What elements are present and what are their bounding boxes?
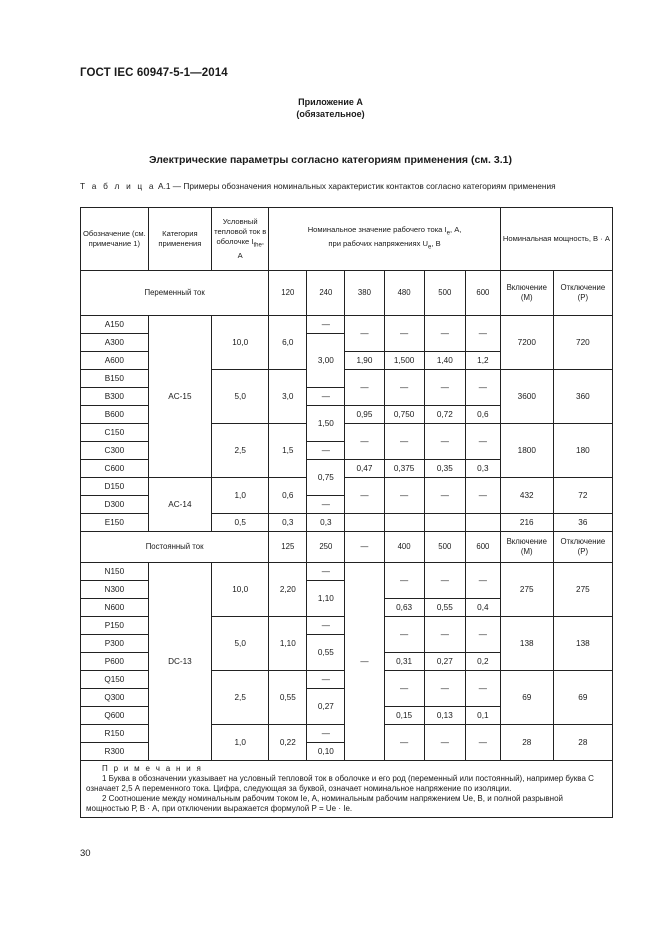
break-cell: 138 (553, 617, 612, 671)
ac-voltage: 480 (384, 271, 424, 316)
value-cell: 0,3 (269, 514, 307, 532)
designation-cell: Q300 (81, 689, 149, 707)
value-cell: 0,95 (345, 406, 384, 424)
value-cell: — (384, 671, 424, 707)
value-cell (465, 514, 500, 532)
designation-cell: A300 (81, 334, 149, 352)
value-cell: 0,750 (384, 406, 424, 424)
ith-cell: 1,0 (212, 478, 269, 514)
break-cell: 180 (553, 424, 612, 478)
table-row (81, 316, 613, 334)
dc-make-header: Включение (М) (500, 532, 553, 563)
value-cell: 1,500 (384, 352, 424, 370)
break-cell: 69 (553, 671, 612, 725)
category-cell: AC-14 (148, 478, 211, 532)
designation-cell: R150 (81, 725, 149, 743)
value-cell: 0,4 (465, 599, 500, 617)
value-cell: — (307, 725, 345, 743)
value-cell: — (345, 478, 384, 514)
value-cell: — (307, 671, 345, 689)
break-cell: 360 (553, 370, 612, 424)
make-cell: 216 (500, 514, 553, 532)
value-cell: — (465, 424, 500, 460)
value-cell: — (384, 478, 424, 514)
value-cell: — (307, 563, 345, 581)
designation-cell: R300 (81, 743, 149, 761)
annex-title: Приложение А (298, 97, 363, 107)
designation-cell: C300 (81, 442, 149, 460)
make-cell: 69 (500, 671, 553, 725)
ac-header-row (81, 271, 613, 316)
ith-cell: 2,5 (212, 671, 269, 725)
ith-cell: 1,0 (212, 725, 269, 761)
make-cell: 7200 (500, 316, 553, 370)
value-cell: — (465, 478, 500, 514)
value-cell: 1,90 (345, 352, 384, 370)
value-cell: — (465, 617, 500, 653)
value-cell: 0,63 (384, 599, 424, 617)
standard-title: ГОСТ IEC 60947-5-1—2014 (80, 67, 228, 79)
dc-voltage: 600 (465, 532, 500, 563)
designation-cell: A600 (81, 352, 149, 370)
designation-cell: B150 (81, 370, 149, 388)
notes-title: П р и м е ч а н и я (102, 764, 203, 773)
value-cell: 1,5 (269, 424, 307, 478)
break-cell: 720 (553, 316, 612, 370)
value-cell: — (424, 725, 465, 761)
value-cell: — (307, 442, 345, 460)
value-cell: 1,10 (307, 581, 345, 617)
make-cell: 432 (500, 478, 553, 514)
value-cell: 0,375 (384, 460, 424, 478)
dc-header-row (81, 532, 613, 563)
value-cell: 0,22 (269, 725, 307, 761)
value-cell: 0,72 (424, 406, 465, 424)
header-rated-current: Номинальное значение рабочего тока $I_e$, А, при рабочих напряжениях $U_e$, В (269, 208, 501, 271)
ratings-table (80, 207, 613, 818)
designation-cell: P150 (81, 617, 149, 635)
designation-cell: N600 (81, 599, 149, 617)
section-heading: Электрические параметры согласно категориям применения (см. 3.1) (149, 154, 512, 166)
designation-cell: N300 (81, 581, 149, 599)
ac-label: Переменный ток (81, 271, 269, 316)
value-cell: 0,6 (465, 406, 500, 424)
table-row (81, 563, 613, 581)
ac-voltage: 380 (345, 271, 384, 316)
value-cell (424, 514, 465, 532)
value-cell: — (465, 563, 500, 599)
dc-voltage: 125 (269, 532, 307, 563)
ith-cell: 0,5 (212, 514, 269, 532)
dc-voltage: 400 (384, 532, 424, 563)
break-cell: 72 (553, 478, 612, 514)
value-cell: — (307, 388, 345, 406)
value-cell: — (307, 496, 345, 514)
value-cell: 0,27 (307, 689, 345, 725)
dc-voltage: 250 (307, 532, 345, 563)
header-category: Категория применения (148, 208, 211, 271)
category-cell: AC-15 (148, 316, 211, 478)
value-cell: 0,6 (269, 478, 307, 514)
designation-cell: E150 (81, 514, 149, 532)
designation-cell: A150 (81, 316, 149, 334)
value-cell: 0,3 (307, 514, 345, 532)
ith-cell: 5,0 (212, 370, 269, 424)
dc-voltage: — (345, 532, 384, 563)
value-cell: 3,0 (269, 370, 307, 424)
designation-cell: B600 (81, 406, 149, 424)
dc-break-header: Отключение (Р) (553, 532, 612, 563)
value-cell: — (384, 316, 424, 352)
value-cell: 0,75 (307, 460, 345, 496)
designation-cell: D150 (81, 478, 149, 496)
ith-cell: 10,0 (212, 316, 269, 370)
value-cell: 0,55 (307, 635, 345, 671)
value-cell: — (345, 370, 384, 406)
designation-cell: D300 (81, 496, 149, 514)
make-cell: 1800 (500, 424, 553, 478)
value-cell: 0,13 (424, 707, 465, 725)
value-cell: — (465, 370, 500, 406)
value-cell: — (307, 617, 345, 635)
dc-label: Постоянный ток (81, 532, 269, 563)
annex-status: (обязательное) (296, 109, 365, 119)
value-cell: — (384, 370, 424, 406)
designation-cell: P300 (81, 635, 149, 653)
value-cell: — (345, 424, 384, 460)
designation-cell: B300 (81, 388, 149, 406)
value-cell: 0,3 (465, 460, 500, 478)
value-cell: — (384, 725, 424, 761)
ac-voltage: 240 (307, 271, 345, 316)
note-1: 1 Буква в обозначении указывает на условный тепловой ток в оболочке и его род (переменный или постоянный), например буква С означает 2,5 А переменного тока. Цифра, следующая за буквой, означает номинальное напряжение по изоляции. (86, 774, 594, 793)
value-cell: 0,55 (424, 599, 465, 617)
header-row (81, 208, 613, 271)
table-caption-text: А.1 — Примеры обозначения номинальных характеристик контактов согласно категориям применения (158, 181, 556, 191)
value-cell: — (465, 725, 500, 761)
category-cell: DC-13 (148, 563, 211, 761)
value-cell: — (345, 563, 384, 761)
ith-cell: 10,0 (212, 563, 269, 617)
designation-cell: C150 (81, 424, 149, 442)
designation-cell: N150 (81, 563, 149, 581)
value-cell: — (465, 671, 500, 707)
value-cell: — (307, 316, 345, 334)
value-cell: 0,27 (424, 653, 465, 671)
value-cell: — (384, 424, 424, 460)
value-cell: 2,20 (269, 563, 307, 617)
value-cell: 6,0 (269, 316, 307, 370)
value-cell: — (424, 316, 465, 352)
break-cell: 28 (553, 725, 612, 761)
designation-cell: P600 (81, 653, 149, 671)
value-cell: — (424, 370, 465, 406)
table-notes (81, 761, 613, 818)
header-thermal-current: Условный тепловой ток в оболочке $I_{the}$, А (212, 208, 269, 271)
page-number: 30 (80, 848, 91, 859)
value-cell: — (465, 316, 500, 352)
value-cell: 1,40 (424, 352, 465, 370)
value-cell: 1,50 (307, 406, 345, 442)
table-caption-label: Т а б л и ц а (80, 181, 156, 191)
dc-voltage: 500 (424, 532, 465, 563)
value-cell: 0,55 (269, 671, 307, 725)
value-cell: 0,2 (465, 653, 500, 671)
ac-voltage: 120 (269, 271, 307, 316)
ac-make-header: Включение (М) (500, 271, 553, 316)
value-cell: 0,47 (345, 460, 384, 478)
value-cell: 3,00 (307, 334, 345, 388)
ac-break-header: Отключение (Р) (553, 271, 612, 316)
value-cell: — (345, 316, 384, 352)
value-cell: — (384, 563, 424, 599)
value-cell: 1,2 (465, 352, 500, 370)
value-cell: — (424, 478, 465, 514)
value-cell: — (384, 617, 424, 653)
value-cell: — (424, 671, 465, 707)
designation-cell: Q600 (81, 707, 149, 725)
ith-cell: 2,5 (212, 424, 269, 478)
value-cell (384, 514, 424, 532)
ac-voltage: 500 (424, 271, 465, 316)
note-2: 2 Соотношение между номинальным рабочим током Ie, А, номинальным рабочим напряжением Ue, В, и полной разрывной мощностью Р, В · А, при отключении выражается формулой Р = Ue · Ie. (86, 794, 563, 813)
header-designation: Обозначение (см. примечание 1) (81, 208, 149, 271)
ac-voltage: 600 (465, 271, 500, 316)
value-cell: 0,10 (307, 743, 345, 761)
designation-cell: C600 (81, 460, 149, 478)
value-cell: — (424, 424, 465, 460)
table-row (81, 478, 613, 496)
make-cell: 28 (500, 725, 553, 761)
notes-row (81, 761, 613, 818)
header-rated-power: Номинальная мощность, В · А (500, 208, 612, 271)
value-cell: 0,15 (384, 707, 424, 725)
value-cell (345, 514, 384, 532)
value-cell: 0,31 (384, 653, 424, 671)
table-caption (80, 180, 615, 192)
break-cell: 36 (553, 514, 612, 532)
value-cell: 1,10 (269, 617, 307, 671)
value-cell: — (424, 617, 465, 653)
make-cell: 275 (500, 563, 553, 617)
value-cell: 0,1 (465, 707, 500, 725)
value-cell: — (424, 563, 465, 599)
designation-cell: Q150 (81, 671, 149, 689)
value-cell: 0,35 (424, 460, 465, 478)
break-cell: 275 (553, 563, 612, 617)
make-cell: 138 (500, 617, 553, 671)
ith-cell: 5,0 (212, 617, 269, 671)
make-cell: 3600 (500, 370, 553, 424)
